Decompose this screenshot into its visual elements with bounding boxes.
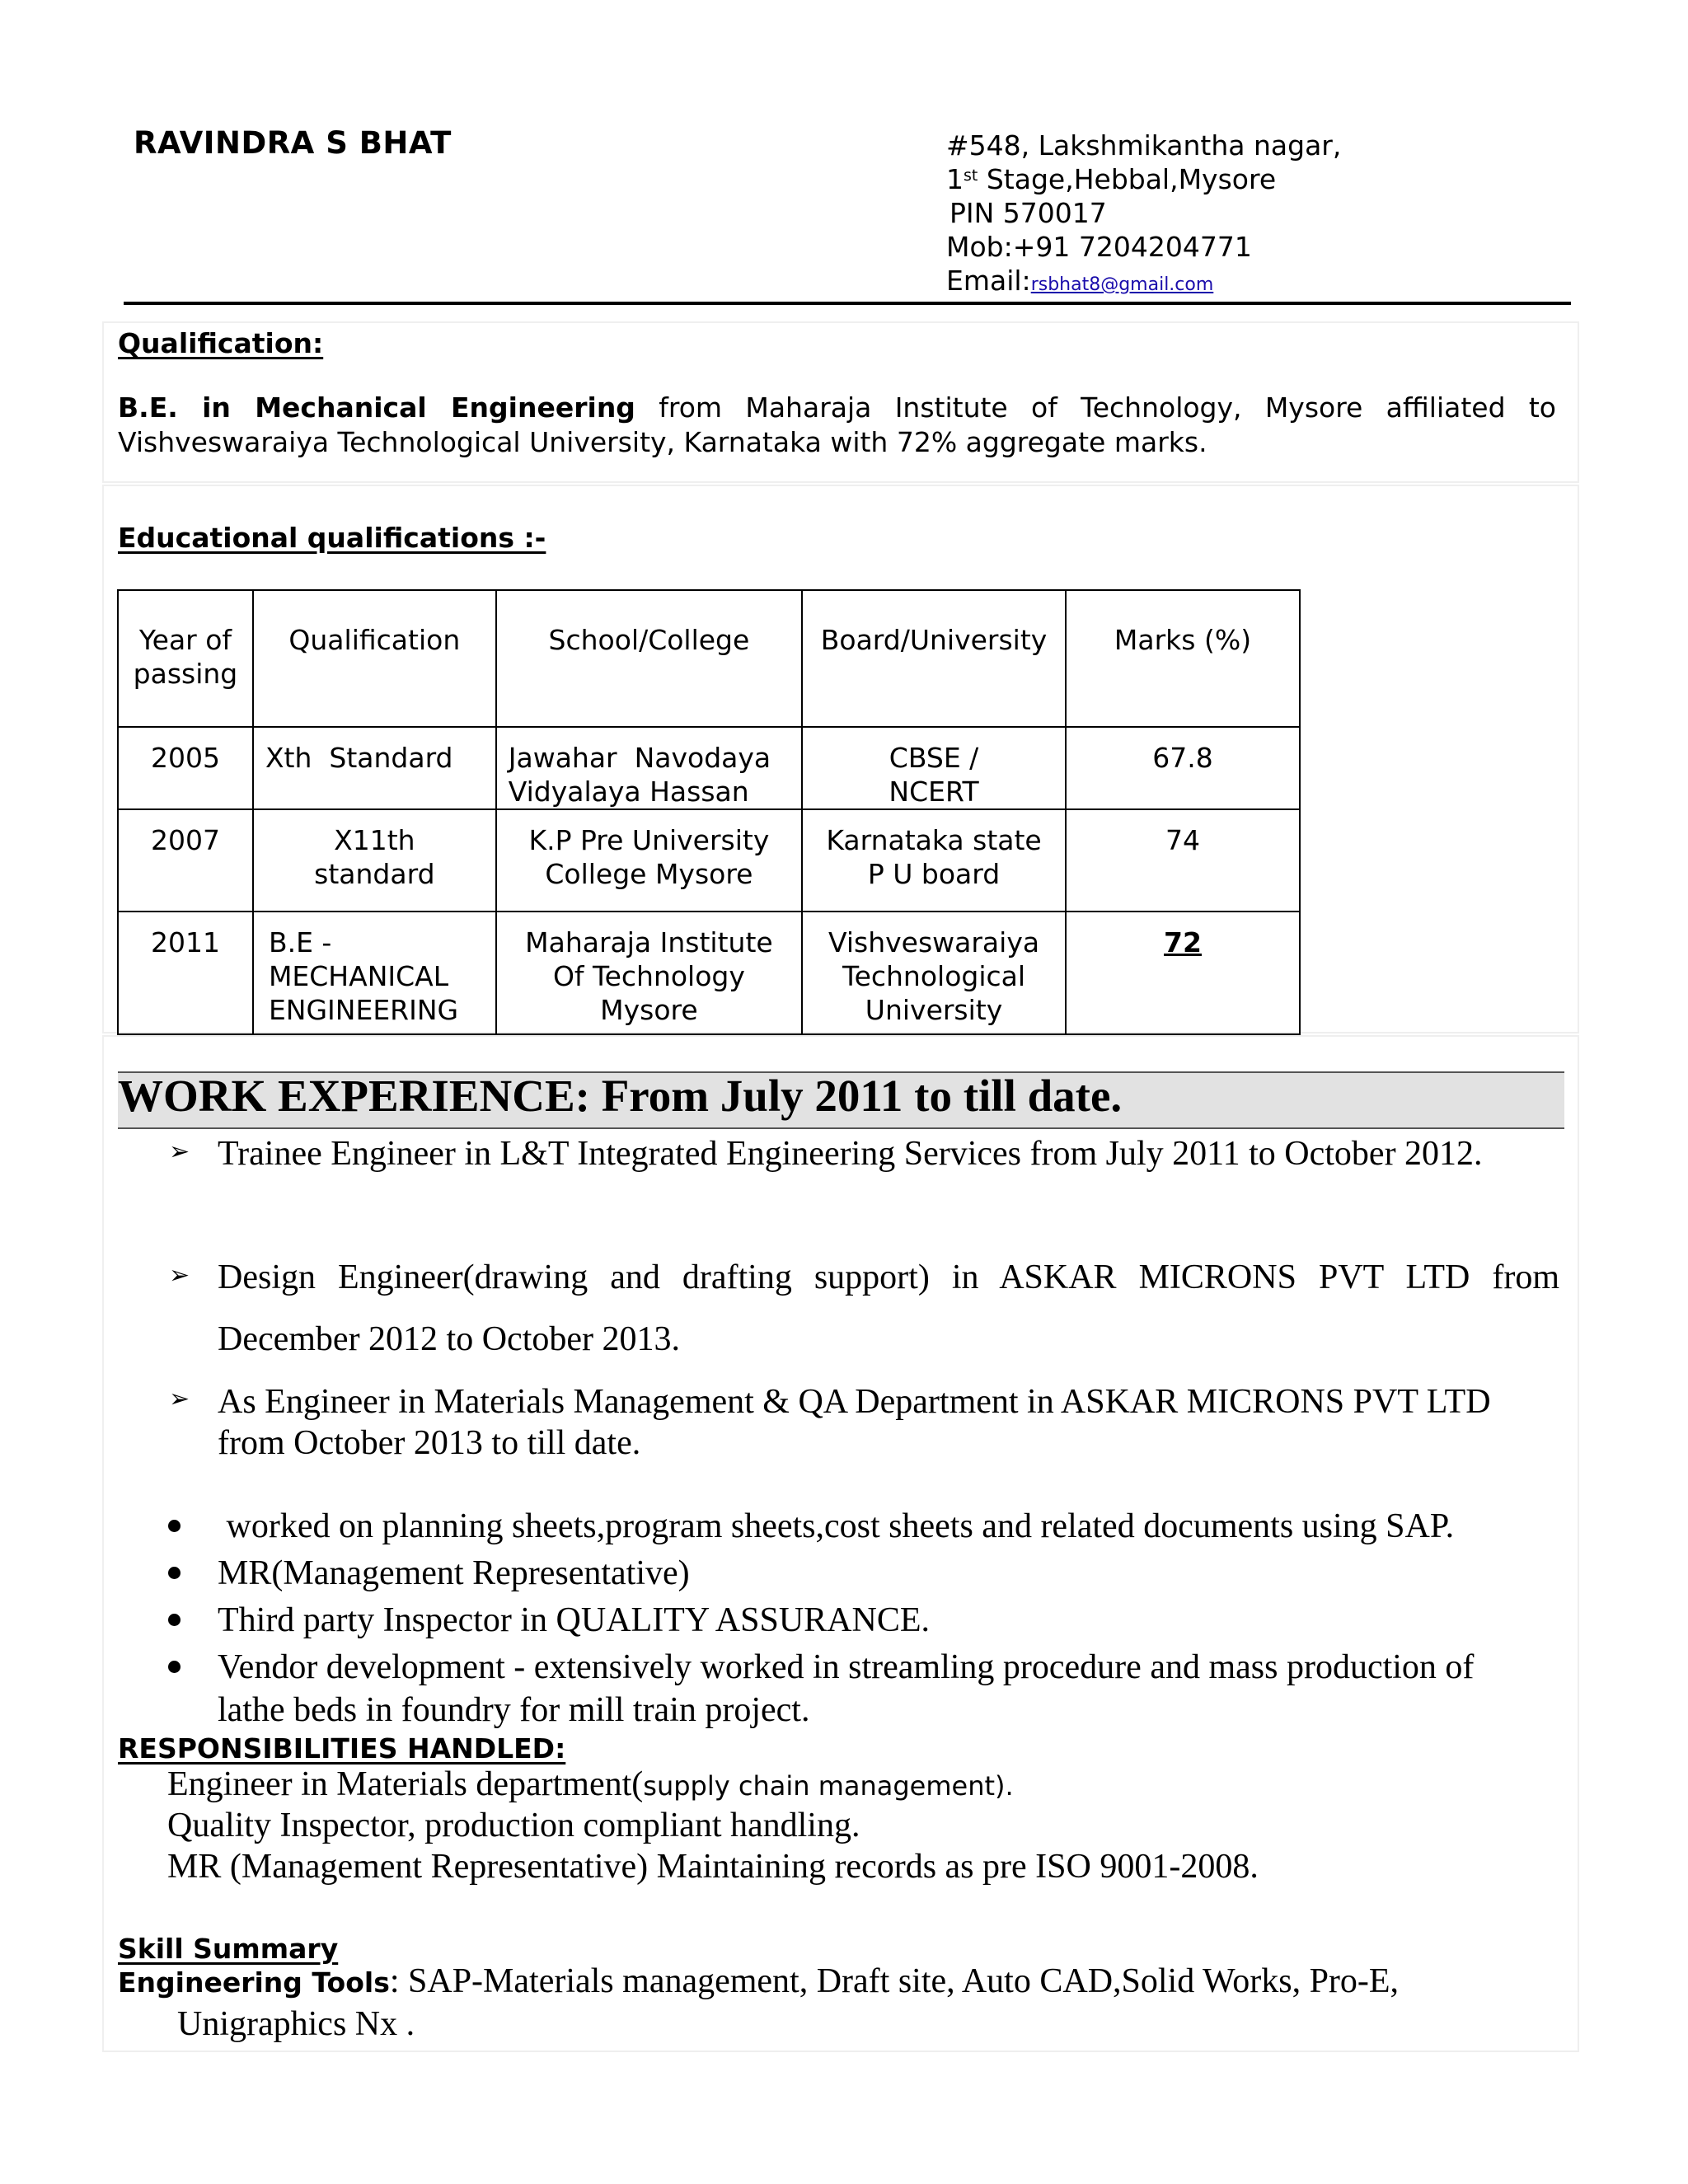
education-table	[117, 589, 1301, 1035]
arrow-bullet-icon: ➢	[169, 1137, 190, 1166]
list-item: Third party Inspector in QUALITY ASSURANCE.	[218, 1599, 1569, 1642]
cell-school: Jawahar Navodaya Vidyalaya Hassan	[496, 727, 802, 809]
cell-board: Vishveswaraiya Technological University	[802, 912, 1066, 1034]
responsibility-line: MR (Management Representative) Maintaining records as pre ISO 9001-2008.	[167, 1848, 1259, 1886]
cell-year: 2011	[118, 912, 253, 1034]
cell-marks: 67.8	[1066, 727, 1300, 809]
skills-heading: Skill Summary	[118, 1933, 339, 1965]
marks-highlight: 72	[1164, 926, 1202, 958]
list-item: Vendor development - extensively worked in streamling procedure and mass production of lathe beds in foundry for mill train project.	[218, 1646, 1569, 1732]
cell-qualification: B.E -MECHANICAL ENGINEERING	[253, 912, 496, 1034]
bullet-icon	[168, 1520, 181, 1532]
arrow-bullet-icon: ➢	[169, 1261, 190, 1290]
pin-code: PIN 570017	[950, 197, 1107, 229]
table-header-row	[118, 590, 1300, 727]
candidate-name: RAVINDRA S BHAT	[134, 125, 452, 161]
cell-qualification: X11th standard	[253, 809, 496, 912]
position-item: Design Engineer(drawing and drafting support) in ASKAR MICRONS PVT LTD from December 2012 to October 2013.	[218, 1258, 1559, 1358]
duties-list	[218, 1505, 1569, 1736]
responsibility-line: Engineer in Materials department(supply chain management).	[167, 1765, 1014, 1803]
bullet-icon	[168, 1661, 181, 1673]
email-line	[946, 264, 1341, 302]
table-row	[118, 727, 1300, 809]
position-item: As Engineer in Materials Management & QA Department in ASKAR MICRONS PVT LTD from October 2013 to till date.	[218, 1383, 1491, 1462]
engineering-tools-list: : SAP-Materials management, Draft site, Auto CAD,Solid Works, Pro-E,	[389, 1962, 1400, 2000]
table-row	[118, 912, 1300, 1034]
responsibility-line: Quality Inspector, production compliant handling.	[167, 1807, 860, 1844]
cell-marks	[1066, 912, 1300, 1034]
header-qualification: Qualification	[253, 590, 496, 727]
position-item: Trainee Engineer in L&T Integrated Engineering Services from July 2011 to October 2012.	[218, 1135, 1483, 1173]
cell-board: Karnataka state P U board	[802, 809, 1066, 912]
degree-title: B.E. in Mechanical Engineering	[118, 391, 635, 424]
cell-marks: 74	[1066, 809, 1300, 912]
cell-year: 2007	[118, 809, 253, 912]
cell-school: K.P Pre University College Mysore	[496, 809, 802, 912]
address-line-2: 1st Stage,Hebbal,Mysore	[946, 163, 1277, 195]
header-board: Board/University	[802, 590, 1066, 727]
header-year: Year of passing	[118, 590, 253, 727]
work-heading: WORK EXPERIENCE: From July 2011 to till date.	[118, 1071, 1123, 1121]
engineering-tools-continued: Unigraphics Nx .	[177, 2005, 415, 2043]
list-item: worked on planning sheets,program sheets,cost sheets and related documents using SAP.	[218, 1505, 1569, 1548]
contact-block	[946, 129, 1341, 302]
email-link[interactable]: rsbhat8@gmail.com	[1030, 274, 1214, 295]
engineering-tools-line	[118, 1961, 1399, 2001]
table-row	[118, 809, 1300, 912]
responsibilities-heading: RESPONSIBILITIES HANDLED:	[118, 1732, 566, 1765]
header-school: School/College	[496, 590, 802, 727]
engineering-tools-label: Engineering Tools	[118, 1966, 390, 1999]
cell-school: Maharaja Institute Of Technology Mysore	[496, 912, 802, 1034]
education-heading: Educational qualifications :-	[118, 522, 546, 554]
email-label: Email:	[946, 265, 1031, 297]
qualification-paragraph	[118, 391, 1556, 460]
bullet-icon	[168, 1614, 181, 1626]
address-line-1: #548, Lakshmikantha nagar,	[946, 129, 1342, 162]
qualification-heading: Qualification:	[118, 327, 324, 359]
header-divider	[124, 302, 1571, 305]
mobile-number: Mob:+91 7204204771	[946, 231, 1252, 263]
cell-year: 2005	[118, 727, 253, 809]
bullet-icon	[168, 1567, 181, 1579]
list-item: MR(Management Representative)	[218, 1552, 1569, 1595]
cell-board: CBSE / NCERT	[802, 727, 1066, 809]
degree-details: from Maharaja Institute of Technology, Mysore affiliated to Vishveswaraiya Technological University, Karnataka with 72% aggregate marks.	[118, 391, 1556, 458]
cell-qualification: Xth Standard	[253, 727, 496, 809]
header-marks: Marks (%)	[1066, 590, 1300, 727]
arrow-bullet-icon: ➢	[169, 1385, 190, 1413]
